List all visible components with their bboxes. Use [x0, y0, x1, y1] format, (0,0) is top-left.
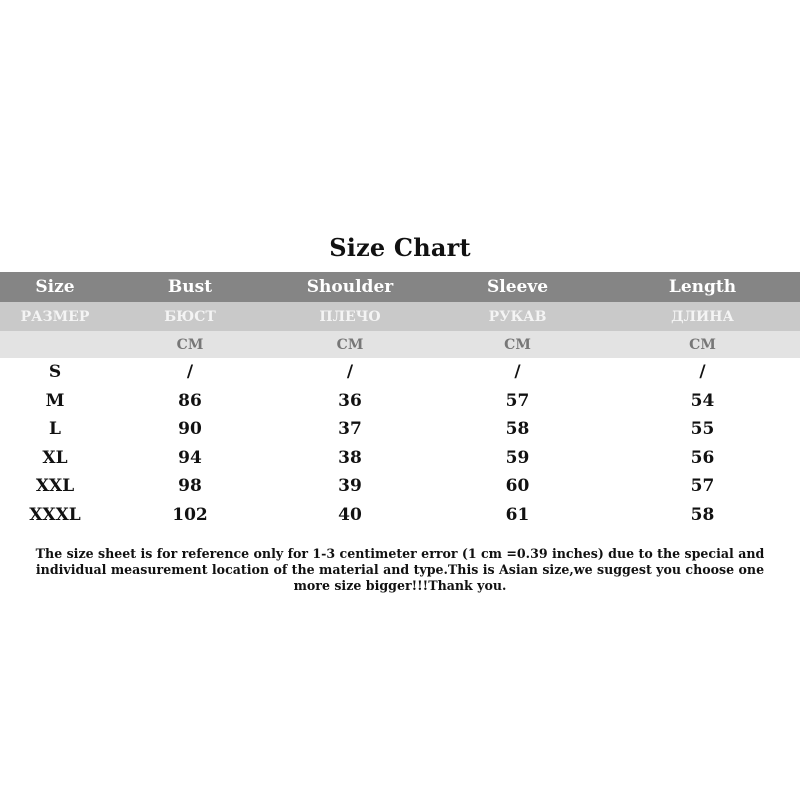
- header-length: Length: [668, 277, 737, 297]
- length-cell: 57: [690, 476, 715, 497]
- header-shoulder: Shoulder: [306, 277, 394, 297]
- length-cell: 54: [690, 390, 715, 411]
- size-cell: M: [45, 390, 65, 411]
- header-size: Size: [35, 277, 75, 297]
- header-row: [0, 272, 800, 302]
- length-cell: /: [699, 362, 706, 383]
- table-row: [0, 387, 800, 416]
- sleeve-cell: /: [514, 362, 521, 383]
- sleeve-cell: 60: [505, 476, 530, 497]
- ru-header-length: ДЛИНА: [671, 308, 734, 325]
- size-cell: L: [49, 419, 61, 440]
- sleeve-cell: 58: [505, 419, 530, 440]
- table-row: [0, 472, 800, 501]
- bust-cell: 94: [178, 447, 202, 468]
- size-cell: XXXL: [29, 504, 81, 525]
- shoulder-cell: 40: [338, 504, 362, 525]
- shoulder-cell: 36: [338, 390, 362, 411]
- length-cell: 58: [690, 504, 715, 525]
- size-cell: XXL: [35, 476, 75, 497]
- size-note: [6, 546, 794, 594]
- russian-header-row: [0, 302, 800, 331]
- shoulder-cell: 39: [338, 476, 362, 497]
- unit-row: [0, 331, 800, 358]
- chart-title: Size Chart: [329, 233, 471, 262]
- note-line: The size sheet is for reference only for 1-3 centimeter error (1 cm =0.39 inches) due to the special and: [35, 546, 765, 561]
- sleeve-cell: 61: [505, 504, 530, 525]
- unit-sleeve: CM: [504, 336, 531, 353]
- sleeve-cell: 59: [505, 447, 530, 468]
- size-chart-table: [0, 272, 800, 529]
- sleeve-cell: 57: [505, 390, 530, 411]
- ru-header-shoulder: ПЛЕЧО: [319, 308, 381, 325]
- note-line: individual measurement location of the material and type.This is Asian size,we suggest you choose one: [35, 562, 765, 577]
- bust-cell: 102: [172, 504, 208, 525]
- shoulder-cell: 38: [338, 447, 362, 468]
- unit-length: CM: [689, 336, 716, 353]
- bust-cell: 86: [178, 390, 202, 411]
- shoulder-cell: 37: [338, 419, 362, 440]
- note-line: more size bigger!!!Thank you.: [293, 578, 507, 593]
- table-row: [0, 501, 800, 530]
- ru-header-size: РАЗМЕР: [20, 308, 90, 325]
- unit-shoulder: CM: [336, 336, 364, 353]
- header-sleeve: Sleeve: [486, 277, 549, 297]
- shoulder-cell: /: [346, 362, 354, 383]
- header-bust: Bust: [167, 277, 213, 297]
- ru-header-sleeve: РУКАВ: [488, 308, 547, 325]
- length-cell: 56: [690, 447, 715, 468]
- table-row: [0, 444, 800, 473]
- bust-cell: 98: [178, 476, 202, 497]
- length-cell: 55: [690, 419, 715, 440]
- size-cell: S: [48, 362, 62, 383]
- table-row: [0, 358, 800, 387]
- bust-cell: 90: [178, 419, 202, 440]
- bust-cell: /: [186, 362, 194, 383]
- size-cell: XL: [42, 447, 68, 468]
- ru-header-bust: БЮСТ: [164, 308, 216, 325]
- unit-bust: CM: [176, 336, 204, 353]
- table-row: [0, 415, 800, 444]
